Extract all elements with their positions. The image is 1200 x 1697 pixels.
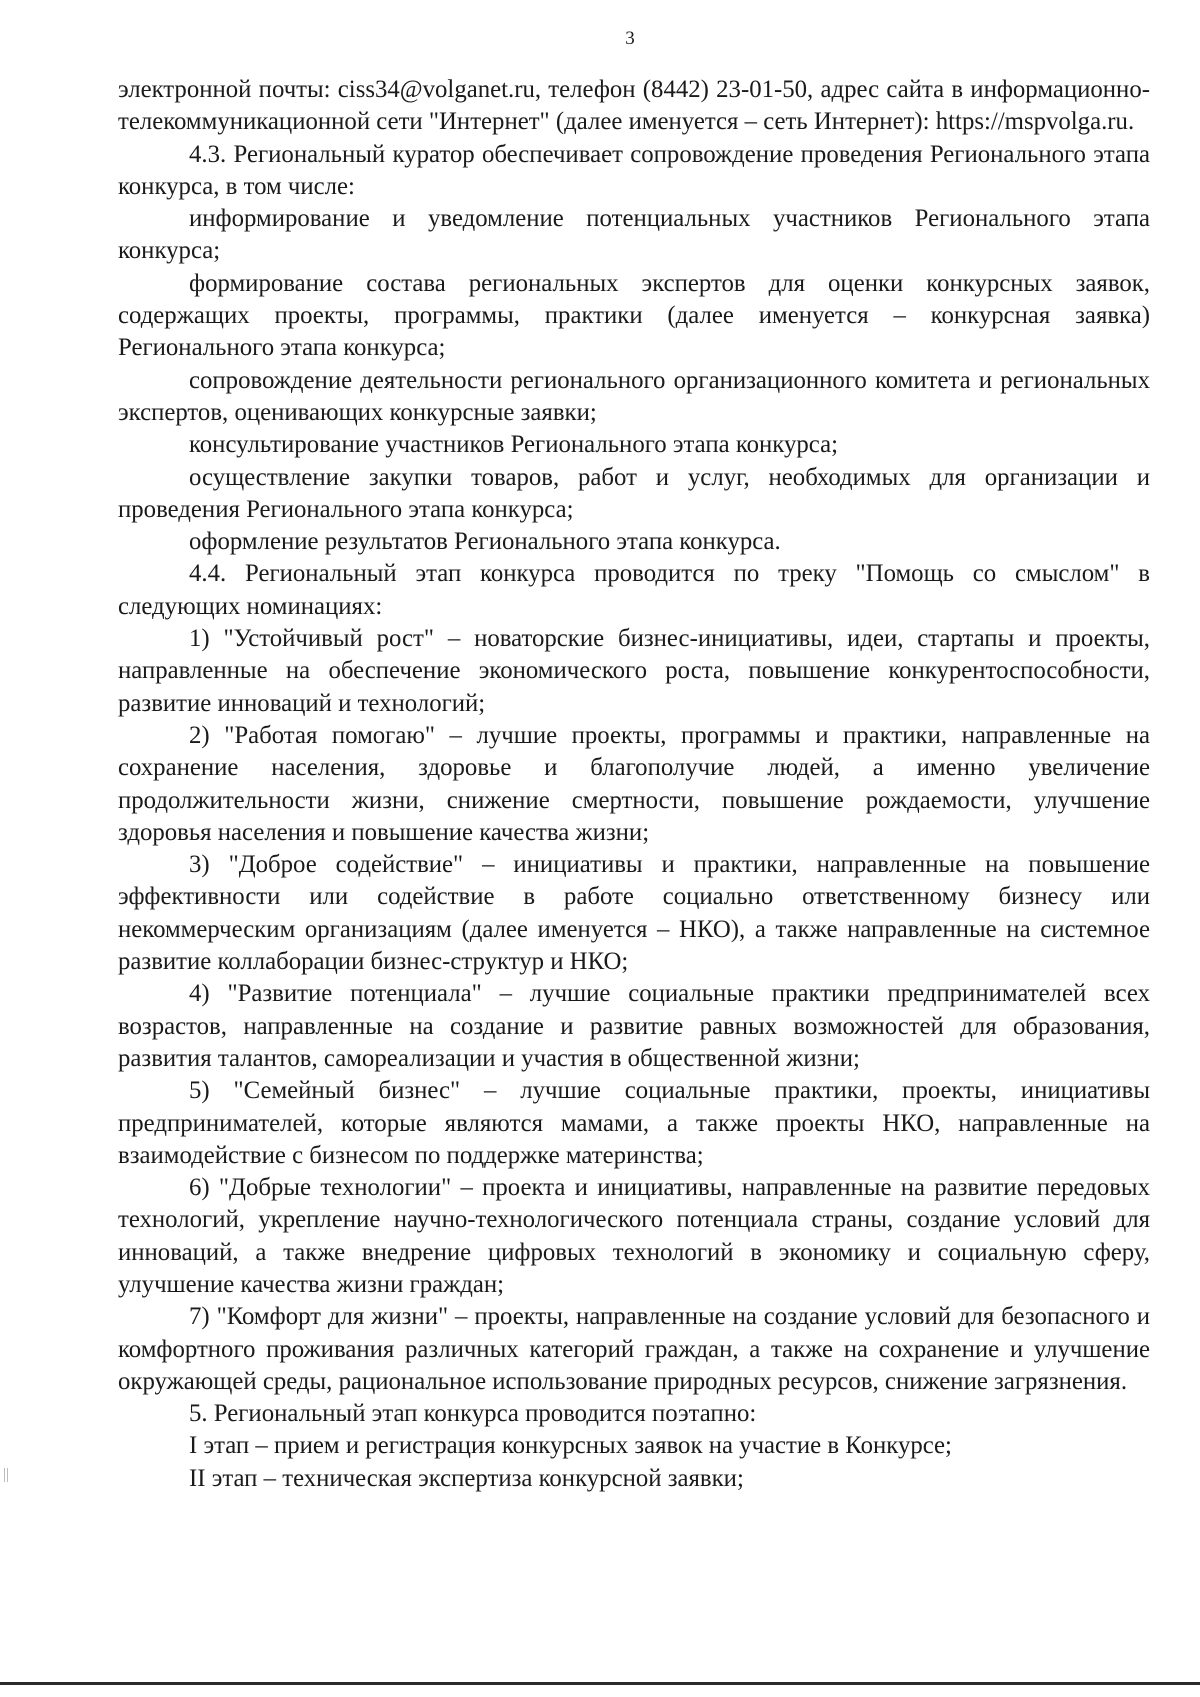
stage-2: II этап – техническая экспертиза конкурсной заявки; — [189, 1464, 744, 1492]
paragraph-contact-info: электронной почты: ciss34@volganet.ru, телефон (8442) 23-01-50, адрес сайта в информационно-телекоммуникационной сети "Интернет" (далее именуется – сеть Интернет): https://mspvolga.ru. — [118, 76, 1150, 136]
scan-margin-mark — [4, 1468, 8, 1482]
nomination-7: 7) "Комфорт для жизни" – проекты, направленные на создание условий для безопасного и комфортного проживания различных категорий граждан, а также на сохранение и улучшение окружающей среды, рациональное использование природных ресурсов, снижение загрязнения. — [118, 1303, 1150, 1395]
list-item-experts: формирование состава региональных экспертов для оценки конкурсных заявок, содержащих проекты, программы, практики (далее именуется – конкурсная заявка) Регионального этапа конкурса; — [118, 269, 1150, 362]
nomination-3: 3) "Доброе содействие" – инициативы и практики, направленные на повышение эффективности или содействие в работе социально ответственному бизнесу или некоммерческим организациям (далее именуется – НКО), а также направленные на системное развитие коллаборации бизнес-структур и НКО; — [118, 851, 1150, 976]
document-body — [118, 74, 1150, 1495]
page-number: 3 — [625, 28, 635, 49]
stage-1: I этап – прием и регистрация конкурсных заявок на участие в Конкурсе; — [189, 1432, 952, 1460]
list-item-consulting: консультирование участников Регионального этапа конкурса; — [189, 431, 838, 459]
nomination-2: 2) "Работая помогаю" – лучшие проекты, программы и практики, направленные на сохранение населения, здоровье и благополучие людей, а именно увеличение продолжительности жизни, снижение смертности, повышение рождаемости, улучшение здоровья населения и повышение качества жизни; — [118, 721, 1150, 846]
paragraph-4-4: 4.4. Региональный этап конкурса проводится по треку "Помощь со смыслом" в следующих номинациях: — [118, 560, 1150, 620]
scan-bottom-edge — [0, 1682, 1200, 1685]
list-item-procurement: осуществление закупки товаров, работ и услуг, необходимых для организации и проведения Регионального этапа конкурса; — [118, 463, 1150, 523]
nomination-4: 4) "Развитие потенциала" – лучшие социальные практики предпринимателей всех возрастов, направленные на создание и развитие равных возможностей для образования, развития талантов, самореализации и участия в общественной жизни; — [118, 980, 1150, 1072]
paragraph-4-3: 4.3. Региональный куратор обеспечивает сопровождение проведения Регионального этапа конкурса, в том числе: — [118, 140, 1150, 200]
nomination-5: 5) "Семейный бизнес" – лучшие социальные практики, проекты, инициативы предпринимателей, которые являются мамами, а также проекты НКО, направленные на взаимодействие с бизнесом по поддержке материнства; — [118, 1077, 1150, 1169]
list-item-informing: информирование и уведомление потенциальных участников Регионального этапа конкурса; — [118, 205, 1150, 265]
paragraph-5: 5. Региональный этап конкурса проводится поэтапно: — [189, 1400, 757, 1428]
nomination-6: 6) "Добрые технологии" – проекта и инициативы, направленные на развитие передовых технологий, укрепление научно-технологического потенциала страны, создание условий для инноваций, а также внедрение цифровых технологий в экономику и социальную сферу, улучшение качества жизни граждан; — [118, 1174, 1150, 1298]
nomination-1: 1) "Устойчивый рост" – новаторские бизнес-инициативы, идеи, стартапы и проекты, направленные на обеспечение экономического роста, повышение конкурентоспособности, развитие инноваций и технологий; — [118, 625, 1150, 717]
list-item-results: оформление результатов Регионального этапа конкурса. — [189, 528, 781, 556]
list-item-committee: сопровождение деятельности регионального организационного комитета и региональных экспертов, оценивающих конкурсные заявки; — [118, 366, 1150, 426]
